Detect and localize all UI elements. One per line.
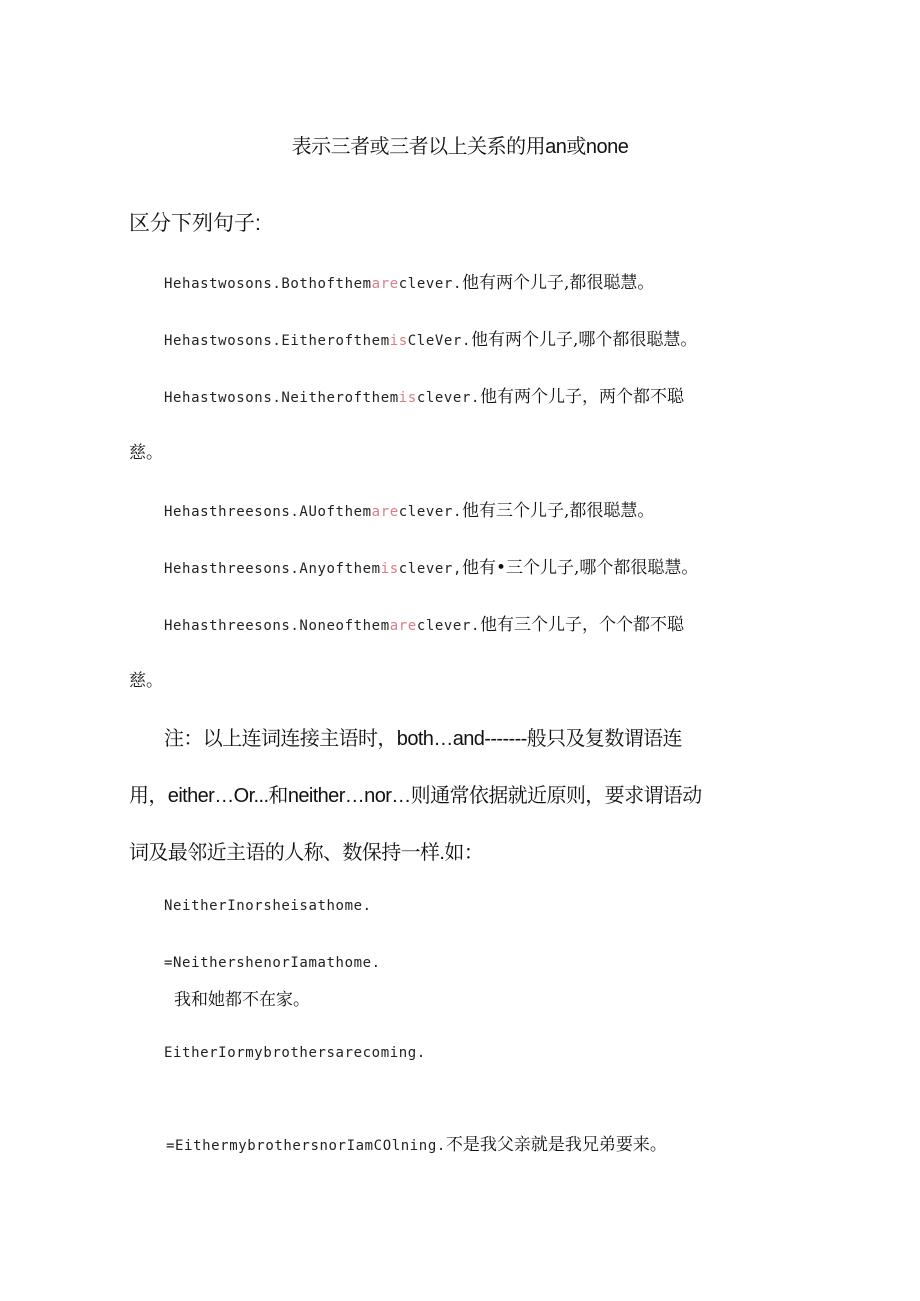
example-en-pre: Hehastwosons.Neitherofthem [164,390,399,406]
example-en-pre: Hehastwosons.Eitherofthem [164,333,390,349]
example-sentence-2 [164,325,697,350]
example-en-pre: Hehastwosons.Bothofthem [164,276,372,292]
example-verb: is [398,390,417,406]
sentence-2: =NeithershenorIamathome. [164,955,381,971]
example-en-post: clever. [416,390,481,406]
note-line-2: 用，either…Or...和neither…nor…则通常依据就近原则，要求谓语动 [129,785,702,807]
example-continuation-3: 慈。 [129,443,163,463]
example-sentence-4 [164,496,654,521]
example-zh: 他有两个儿子，两个都不聪 [480,387,685,407]
example-en-post: CleVer. [407,333,471,349]
sentence-4-en: =EithermybrothersnorIamCOlning. [166,1138,446,1154]
example-en-pre: Hehasthreesons.Anyofthem [164,561,381,577]
example-zh: 他有三个儿子，个个都不聪 [480,615,685,635]
note-line-1: 注：以上连词连接主语时，both…and-------般只及复数谓语连 [164,728,682,750]
sentence-2-translation: 我和她都不在家。 [174,990,310,1010]
example-en-pre: Hehasthreesons.Noneofthem [164,618,390,634]
document-title: 表示三者或三者以上关系的用an或none [291,136,629,158]
example-verb: are [371,504,399,520]
example-zh: 他有三个儿子,都很聪慧。 [461,501,655,521]
example-zh: 他有•三个儿子,哪个都很聪慧。 [461,558,699,578]
example-sentence-3 [164,382,684,407]
example-sentence-6 [164,610,684,635]
example-continuation-6: 慈。 [129,671,163,691]
example-en-post: clever. [416,618,481,634]
example-zh: 他有两个儿子,都很聪慧。 [461,273,655,293]
sentence-4 [166,1130,667,1155]
example-sentence-1 [164,268,654,293]
example-en-pre: Hehasthreesons.AUofthem [164,504,372,520]
example-verb: are [371,276,399,292]
example-verb: are [389,618,417,634]
note-line-3: 词及最邻近主语的人称、数保持一样.如： [129,842,484,864]
sentence-1: NeitherInorsheisathome. [164,898,372,914]
sentence-4-zh: 不是我父亲就是我兄弟要来。 [445,1135,667,1155]
example-verb: is [389,333,408,349]
example-sentence-5 [164,553,698,578]
example-en-post: clever. [398,276,462,292]
example-verb: is [380,561,399,577]
example-zh: 他有两个儿子,哪个都很聪慧。 [470,330,698,350]
example-en-post: clever. [398,504,462,520]
section-heading: 区分下列句子: [129,212,261,235]
example-en-post: clever, [398,561,462,577]
sentence-3: EitherIormybrothersarecoming. [164,1045,426,1061]
